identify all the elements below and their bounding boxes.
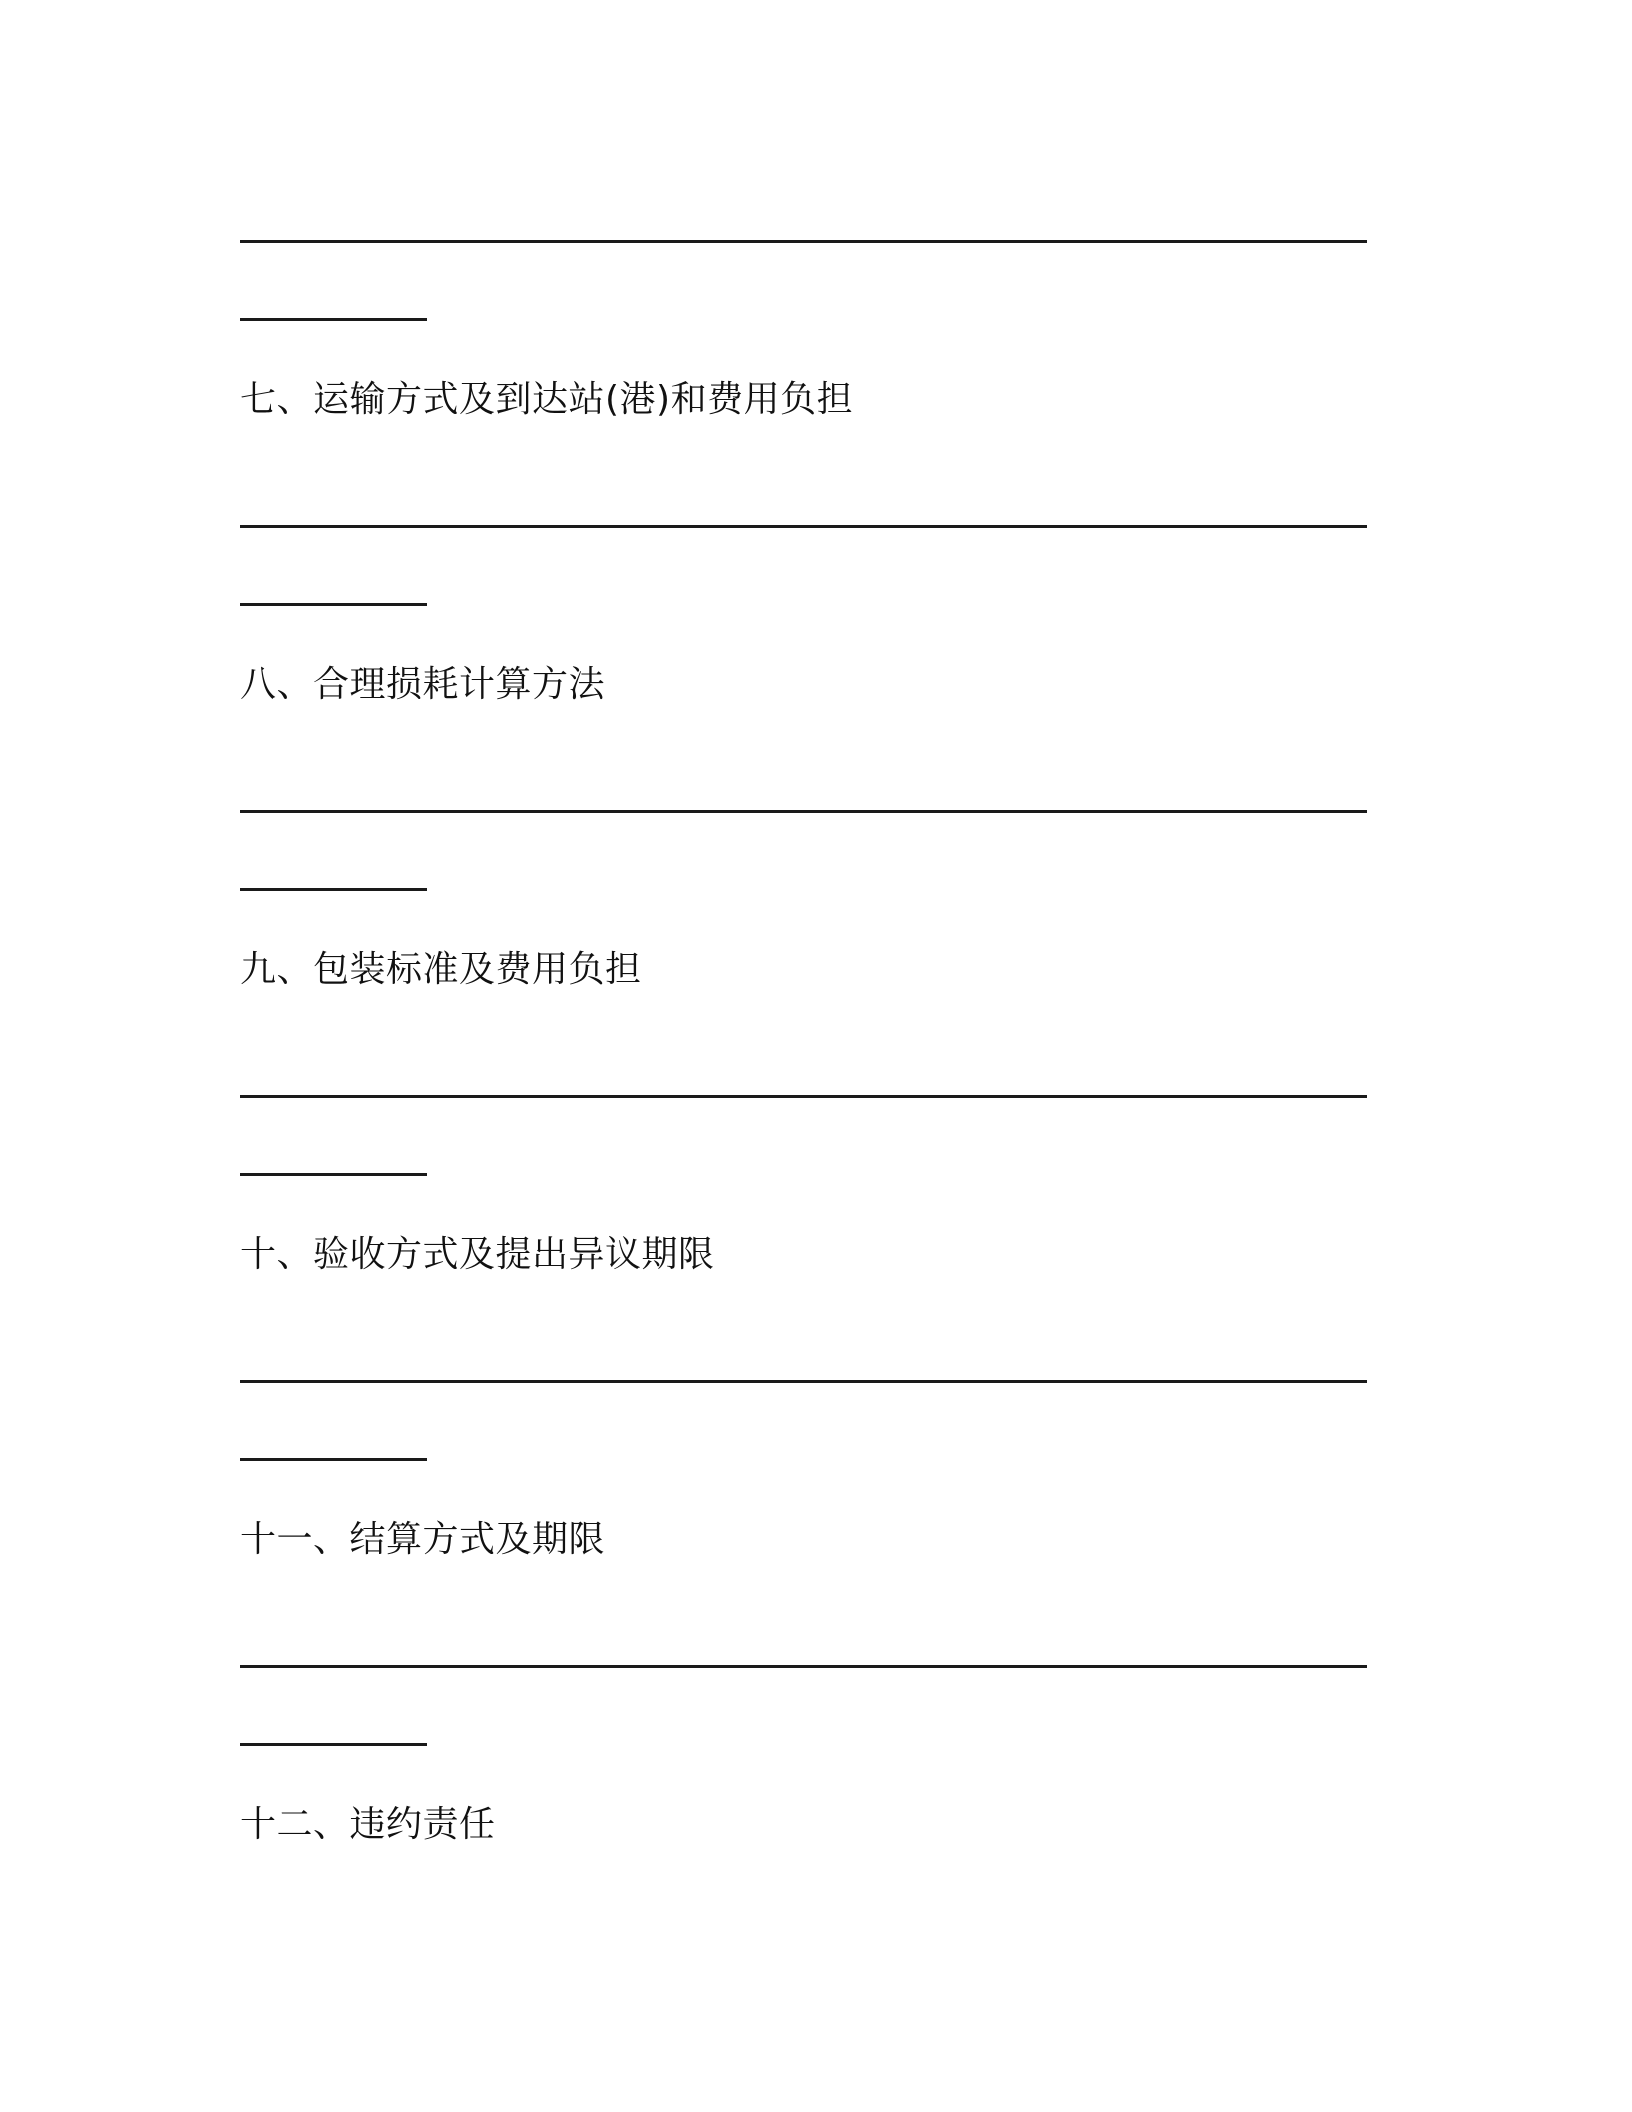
blank-fill-line-end [240, 318, 427, 321]
blank-fill-line [240, 240, 1367, 243]
blank-fill-line-end [240, 603, 427, 606]
blank-fill-line-end [240, 888, 427, 891]
blank-fill-line-end [240, 1743, 427, 1746]
blank-fill-line [240, 1665, 1367, 1668]
blank-fill-line [240, 525, 1367, 528]
section-heading-10: 十、验收方式及提出异议期限 [240, 1234, 715, 1275]
section-heading-9: 九、包装标准及费用负担 [240, 949, 642, 990]
blank-fill-line [240, 810, 1367, 813]
section-heading-8: 八、合理损耗计算方法 [240, 664, 606, 705]
blank-fill-line [240, 1380, 1367, 1383]
section-heading-11: 十一、结算方式及期限 [240, 1519, 606, 1560]
section-heading-7: 七、运输方式及到达站(港)和费用负担 [240, 379, 854, 420]
section-heading-12: 十二、违约责任 [240, 1804, 496, 1845]
blank-fill-line [240, 1095, 1367, 1098]
blank-fill-line-end [240, 1458, 427, 1461]
blank-fill-line-end [240, 1173, 427, 1176]
